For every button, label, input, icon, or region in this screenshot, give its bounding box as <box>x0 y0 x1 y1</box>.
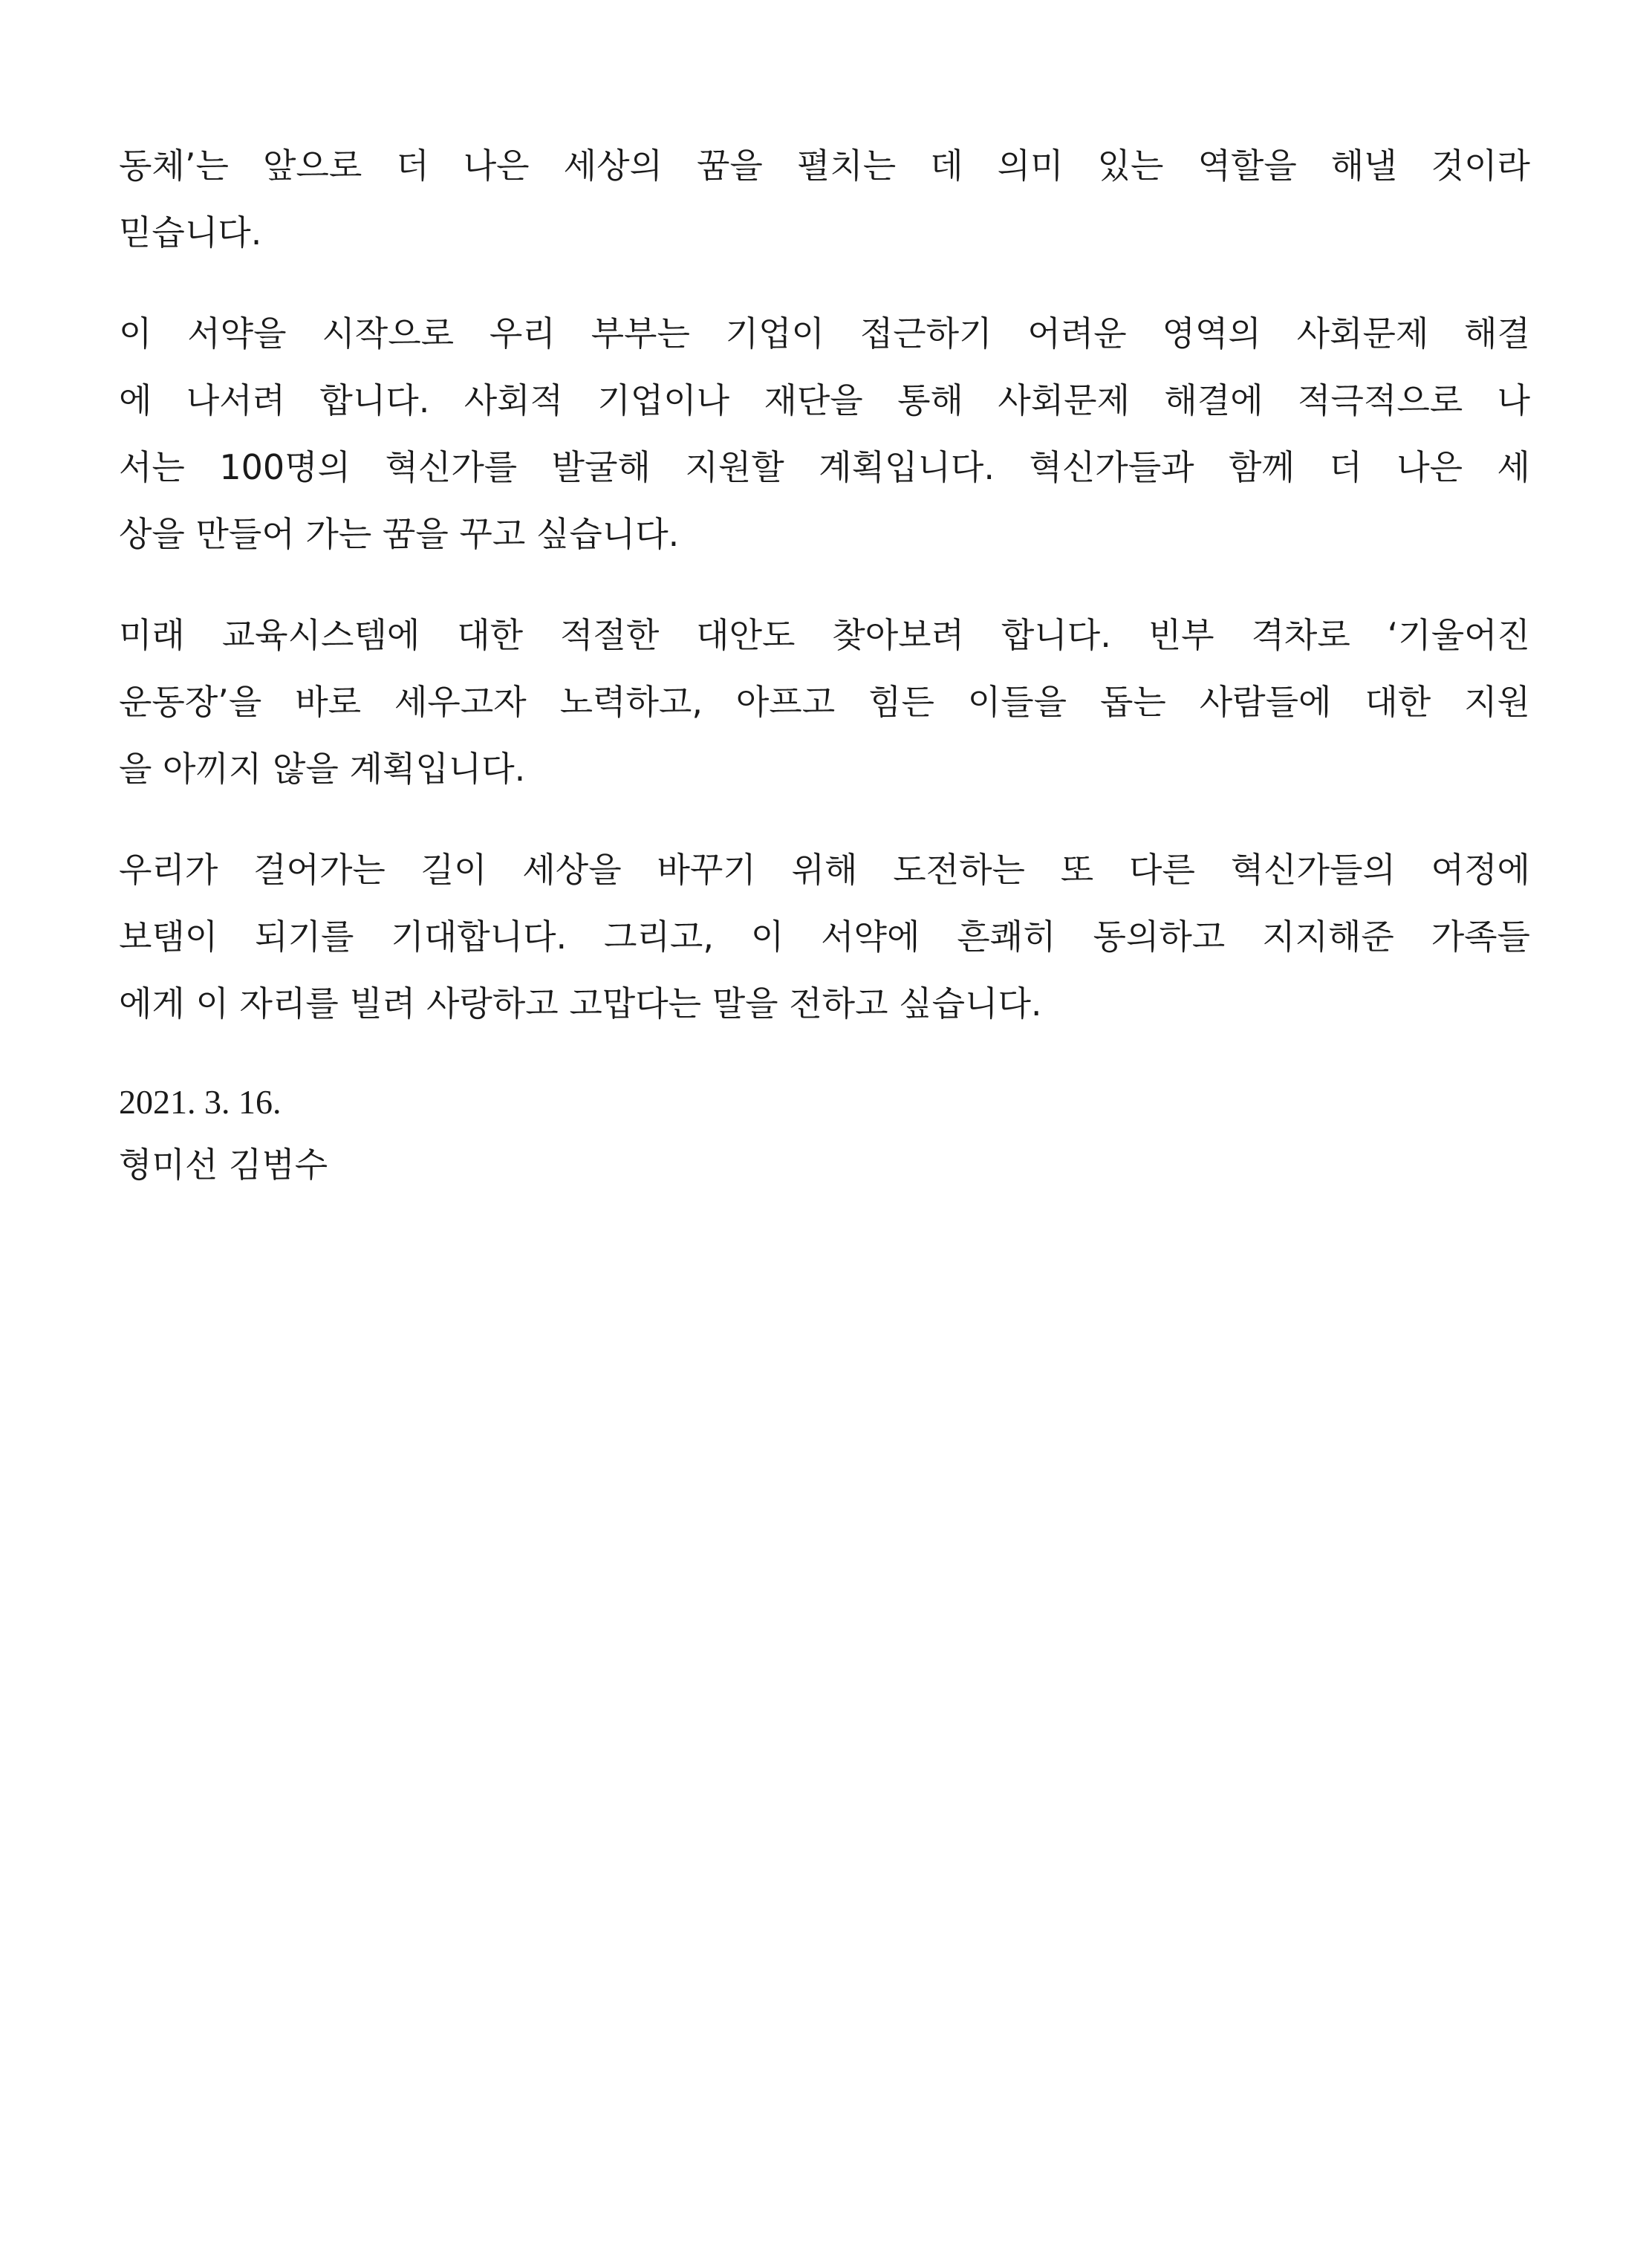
text-line: 믿습니다. <box>119 212 262 253</box>
text-line: 동체’는 앞으로 더 나은 세상의 꿈을 펼치는 데 의미 있는 역할을 해낼 것이라 <box>119 146 1530 186</box>
text-line: 보탬이 되기를 기대합니다. 그리고, 이 서약에 흔쾌히 동의하고 지지해준 가족들 <box>119 917 1530 957</box>
paragraph-2 <box>119 300 1530 567</box>
paragraph-3 <box>119 602 1530 802</box>
text-line: 상을 만들어 가는 꿈을 꾸고 싶습니다. <box>119 514 680 554</box>
text-line: 운동장’을 바로 세우고자 노력하고, 아프고 힘든 이들을 돕는 사람들에 대한 지원 <box>119 682 1530 722</box>
text-line: 서는 100명의 혁신가를 발굴해 지원할 계획입니다. 혁신가들과 함께 더 나은 세 <box>119 447 1530 487</box>
letter-date: 2021. 3. 16. <box>119 1083 282 1121</box>
text-line: 에게 이 자리를 빌려 사랑하고 고맙다는 말을 전하고 싶습니다. <box>119 983 1042 1024</box>
paragraph-1 <box>119 132 1530 266</box>
text-line: 에 나서려 합니다. 사회적 기업이나 재단을 통해 사회문제 해결에 적극적으로 나 <box>119 380 1530 420</box>
text-line: 우리가 걸어가는 길이 세상을 바꾸기 위해 도전하는 또 다른 혁신가들의 여정에 <box>119 850 1530 890</box>
signature: 형미선 김범수 <box>119 1145 328 1185</box>
letter-body <box>119 132 1530 1196</box>
paragraph-4 <box>119 836 1530 1037</box>
text-line: 미래 교육시스템에 대한 적절한 대안도 찾아보려 합니다. 빈부 격차로 ‘기울어진 <box>119 615 1530 655</box>
text-line: 이 서약을 시작으로 우리 부부는 기업이 접근하기 어려운 영역의 사회문제 해결 <box>119 313 1530 354</box>
text-line: 을 아끼지 않을 계획입니다. <box>119 749 526 789</box>
